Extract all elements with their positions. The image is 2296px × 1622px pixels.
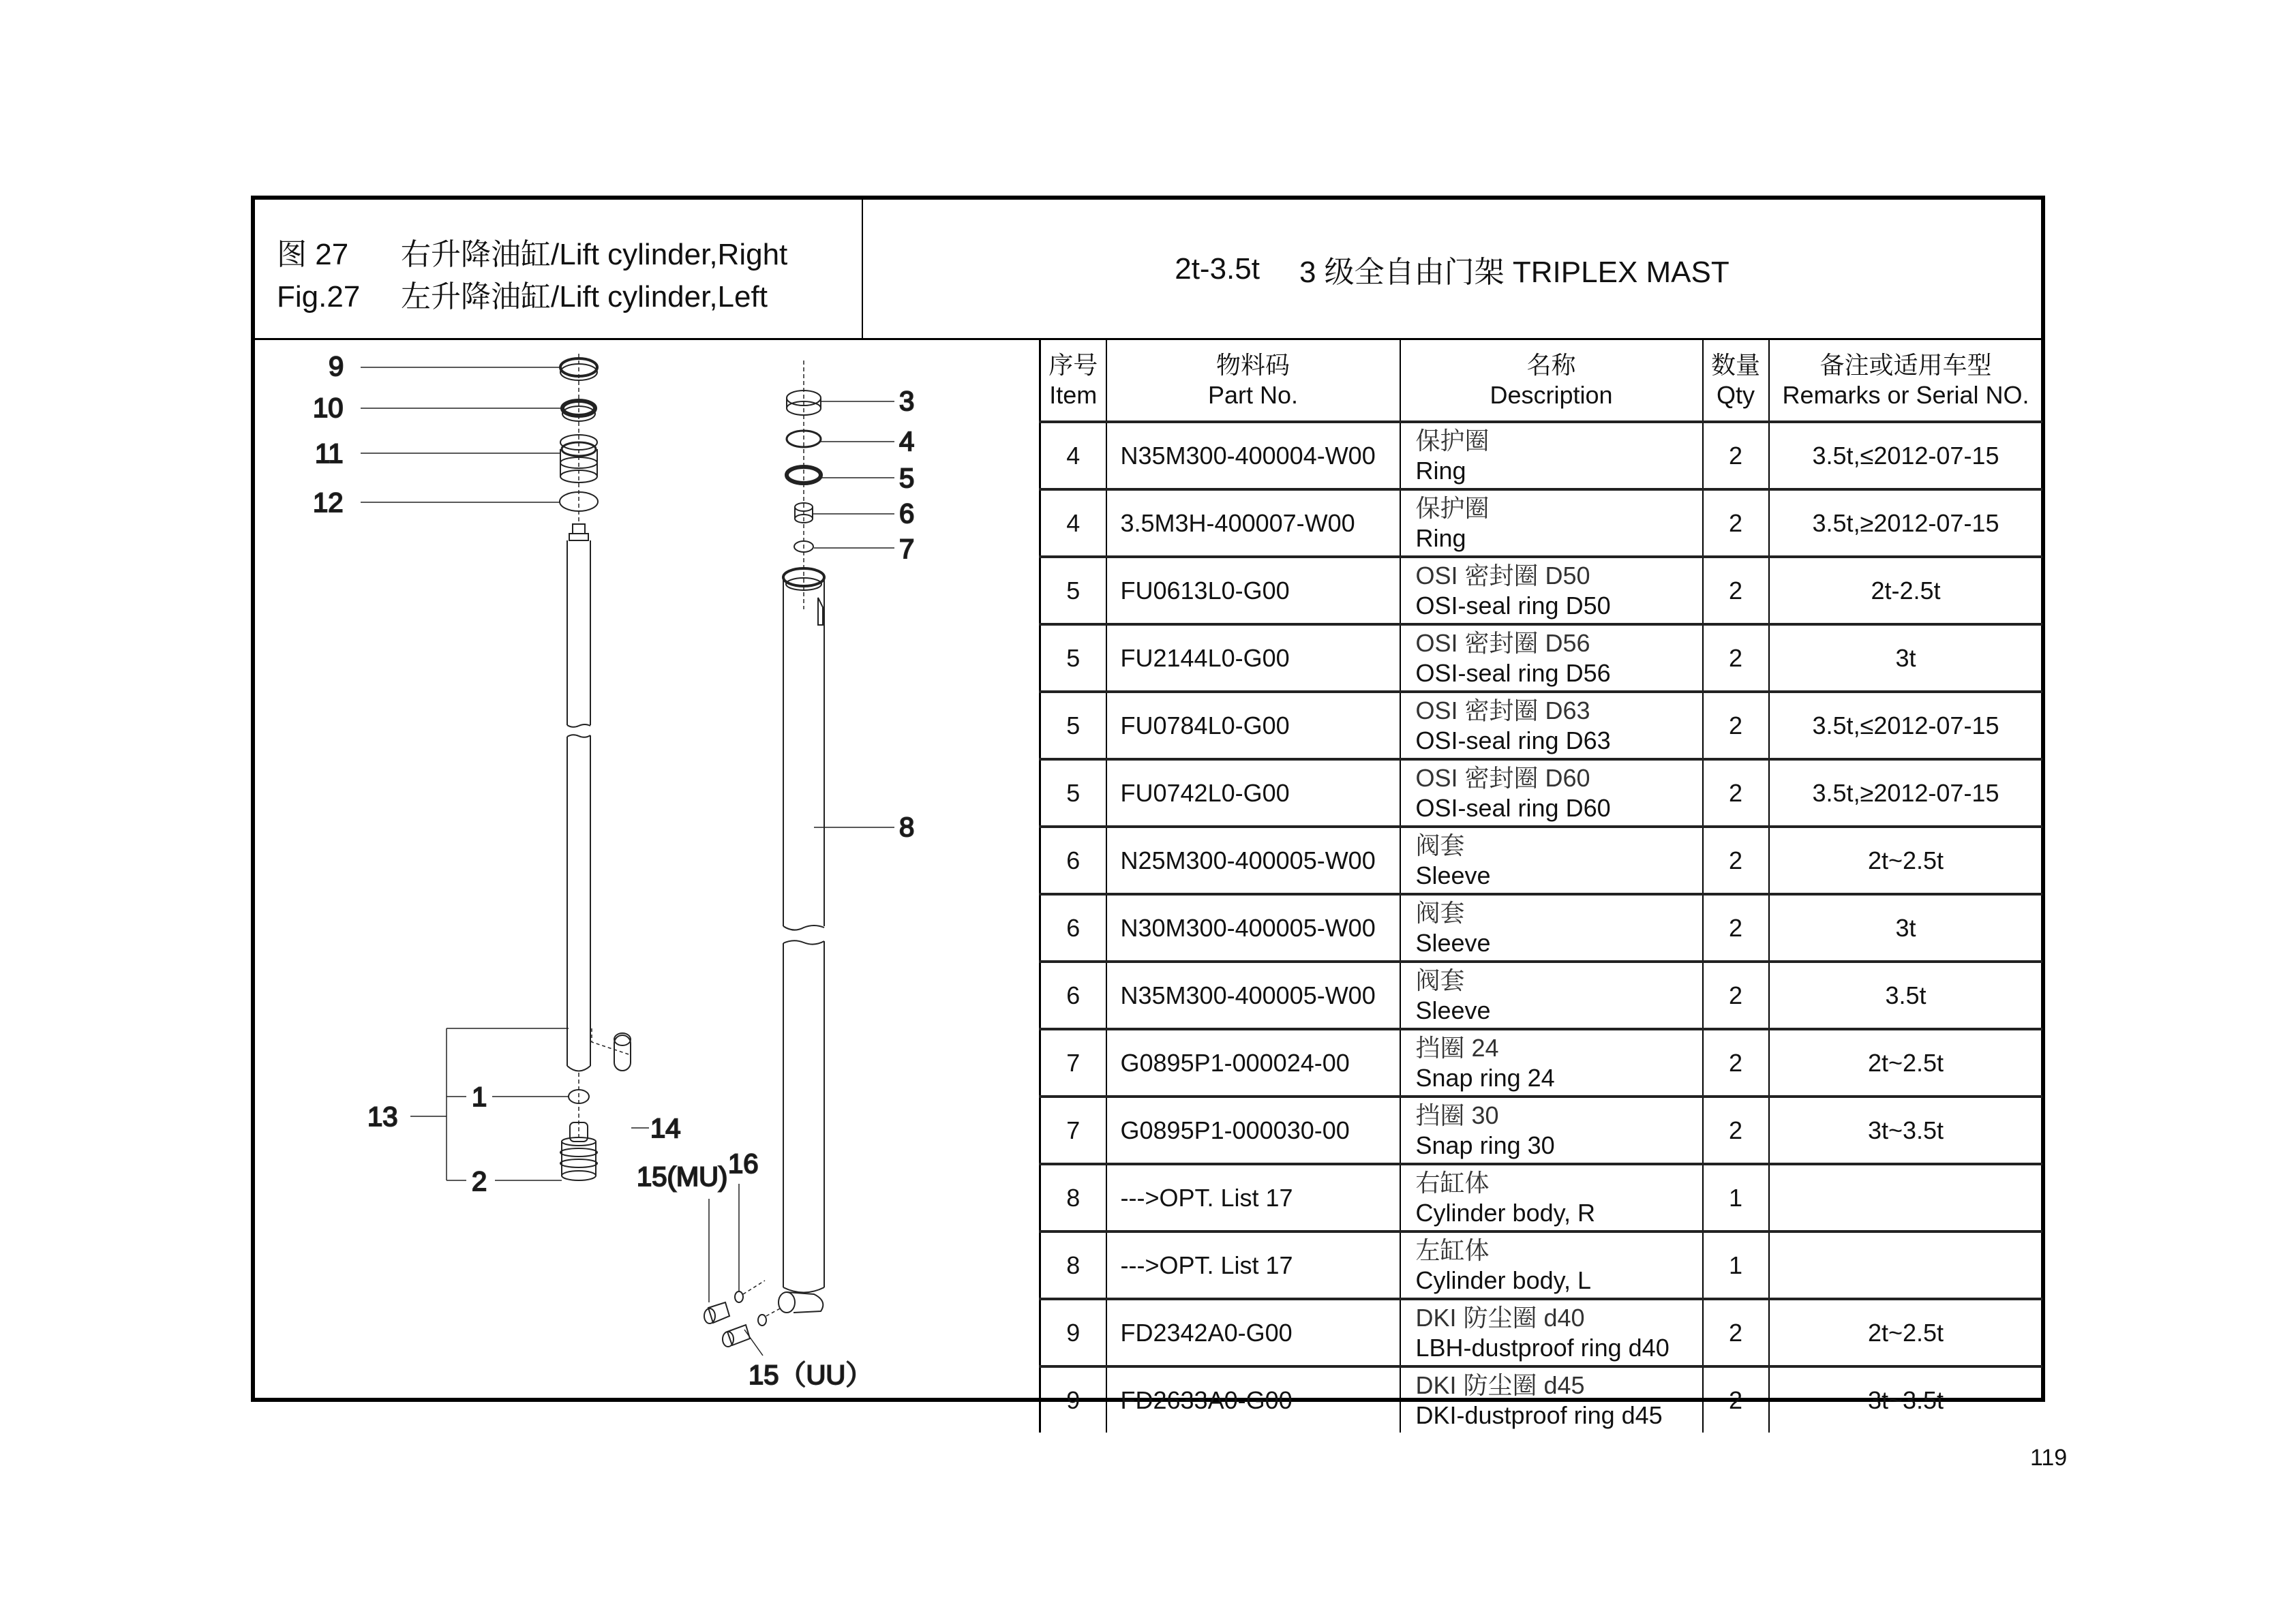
table-row: 6 N35M300-400005-W00 阀套 Sleeve 2 3.5t	[1040, 962, 2042, 1029]
callout-15-mu: 15(MU)	[637, 1162, 728, 1192]
callout-12: 12	[313, 488, 344, 518]
fittings-drawing	[704, 1281, 781, 1347]
caption-line-left	[277, 276, 787, 318]
callout-8: 8	[899, 812, 915, 842]
callout-1: 1	[472, 1082, 487, 1112]
table-header-row	[1040, 340, 2042, 422]
figure-title-left: 左升降油缸/Lift cylinder,Left	[401, 280, 768, 313]
figure-title-right: 右升降油缸/Lift cylinder,Right	[401, 238, 788, 271]
header-remarks: 备注或适用车型 Remarks or Serial NO.	[1769, 340, 2042, 422]
page-frame	[251, 196, 2045, 1429]
header-part-no: 物料码 Part No.	[1106, 340, 1400, 422]
header-description: 名称 Description	[1400, 340, 1703, 422]
table-row: 8 --->OPT. List 17 左缸体 Cylinder body, L 1	[1040, 1231, 2042, 1299]
mast-title: 3 级全自由门架 TRIPLEX MAST	[1299, 255, 1729, 289]
callout-16: 16	[728, 1149, 759, 1179]
table-row: 4 N35M300-400004-W00 保护圈 Ring 2 3.5t,≤2012-07-15	[1040, 422, 2042, 489]
parts-table	[1039, 340, 2042, 1433]
table-row: 5 FU0613L0-G00 OSI 密封圈 D50 OSI-seal ring D50 2 2t-2.5t	[1040, 557, 2042, 624]
table-row: 7 G0895P1-000030-00 挡圈 30 Snap ring 30 2 3t~3.5t	[1040, 1097, 2042, 1164]
figure-caption	[277, 234, 787, 318]
caption-line-right	[277, 234, 787, 276]
callout-11: 11	[315, 439, 344, 469]
table-row: 9 FD2633A0-G00 DKI 防尘圈 d45 DKI-dustproof ring d45 2 3t~3.5t	[1040, 1366, 2042, 1433]
callout-13: 13	[367, 1102, 398, 1132]
table-row: 7 G0895P1-000024-00 挡圈 24 Snap ring 24 2 2t~2.5t	[1040, 1029, 2042, 1097]
table-row: 5 FU2144L0-G00 OSI 密封圈 D56 OSI-seal ring D56 2 3t	[1040, 624, 2042, 692]
table-row: 6 N30M300-400005-W00 阀套 Sleeve 2 3t	[1040, 894, 2042, 962]
table-row: 9 FD2342A0-G00 DKI 防尘圈 d40 LBH-dustproof ring d40 2 2t~2.5t	[1040, 1299, 2042, 1366]
callout-15-uu: 15（UU）	[749, 1360, 873, 1390]
callout-2: 2	[472, 1167, 487, 1197]
header-item: 序号 Item	[1040, 340, 1106, 422]
callout-10: 10	[313, 393, 344, 423]
callout-3: 3	[899, 386, 915, 416]
header-qty: 数量 Qty	[1703, 340, 1769, 422]
callout-7: 7	[899, 534, 915, 564]
callout-14: 14	[650, 1114, 681, 1144]
figure-number-en: Fig.27	[277, 280, 361, 313]
callout-4: 4	[899, 427, 915, 457]
table-row: 8 --->OPT. List 17 右缸体 Cylinder body, R 1	[1040, 1164, 2042, 1231]
page-number: 119	[2030, 1445, 2068, 1471]
capacity-range: 2t-3.5t	[1175, 251, 1260, 286]
table-row: 5 FU0742L0-G00 OSI 密封圈 D60 OSI-seal ring D60 2 3.5t,≥2012-07-15	[1040, 759, 2042, 827]
exploded-parts-diagram	[255, 340, 1039, 1402]
right-cylinder-body-drawing	[779, 361, 824, 1313]
left-rod-assembly-drawing	[560, 354, 631, 1180]
callout-5: 5	[899, 463, 915, 493]
table-row: 4 3.5M3H-400007-W00 保护圈 Ring 2 3.5t,≥2012-07-15	[1040, 489, 2042, 557]
table-row: 6 N25M300-400005-W00 阀套 Sleeve 2 2t~2.5t	[1040, 827, 2042, 894]
callout-9: 9	[329, 352, 344, 382]
callout-6: 6	[899, 499, 915, 529]
table-row: 5 FU0784L0-G00 OSI 密封圈 D63 OSI-seal ring D63 2 3.5t,≤2012-07-15	[1040, 692, 2042, 759]
leader-lines	[361, 367, 894, 1356]
figure-number-zh: 图 27	[277, 238, 349, 271]
section-title	[863, 200, 2041, 338]
